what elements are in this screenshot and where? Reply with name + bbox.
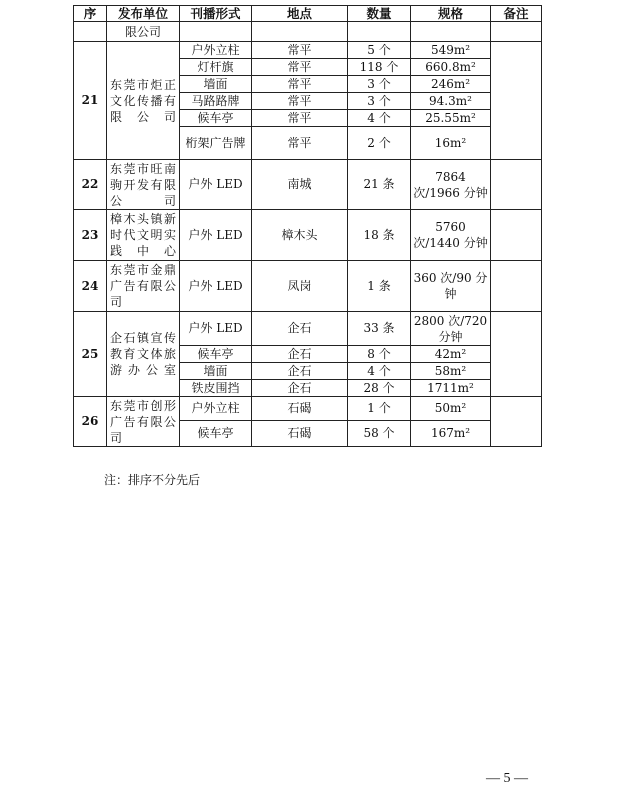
spec-cell: 5760 次/1440 分钟 [411, 210, 491, 261]
location-cell: 常平 [252, 127, 348, 160]
location-cell: 企石 [252, 363, 348, 380]
location-cell: 南城 [252, 160, 348, 210]
header-seq: 序 [74, 6, 107, 22]
publisher-cell: 东莞市旺南驹开发有限公司 [107, 160, 180, 210]
location-cell: 常平 [252, 42, 348, 59]
table-row [74, 261, 542, 312]
location-cell: 凤岗 [252, 261, 348, 312]
form-cell: 户外 LED [180, 261, 252, 312]
quantity-cell: 5 个 [348, 42, 411, 59]
quantity-cell: 3 个 [348, 93, 411, 110]
table-row [74, 42, 542, 59]
quantity-cell: 118 个 [348, 59, 411, 76]
form-cell: 户外立柱 [180, 42, 252, 59]
spec-cell: 42m² [411, 346, 491, 363]
footnote: 注：排序不分先后 [104, 473, 201, 487]
quantity-cell: 18 条 [348, 210, 411, 261]
quantity-cell: 2 个 [348, 127, 411, 160]
spec-cell: 94.3m² [411, 93, 491, 110]
publisher-cell: 樟木头镇新时代文明实践中心 [107, 210, 180, 261]
quantity-cell: 4 个 [348, 110, 411, 127]
remark-cell [491, 210, 542, 261]
ad-listing-table [73, 5, 542, 447]
header-form: 刊播形式 [180, 6, 252, 22]
spec-cell: 7864 次/1966 分钟 [411, 160, 491, 210]
remark-cell [491, 312, 542, 397]
publisher-cell: 东莞市创形广告有限公司 [107, 397, 180, 447]
location-cell: 石碣 [252, 421, 348, 447]
form-cell: 马路路牌 [180, 93, 252, 110]
header-publisher: 发布单位 [107, 6, 180, 22]
seq-cell: 22 [74, 160, 107, 210]
location-cell: 常平 [252, 93, 348, 110]
seq-cell: 24 [74, 261, 107, 312]
remark-cell [491, 261, 542, 312]
quantity-cell: 4 个 [348, 363, 411, 380]
location-cell: 企石 [252, 312, 348, 346]
publisher-cell: 限公司 [107, 22, 180, 42]
location-cell: 企石 [252, 346, 348, 363]
spec-cell: 1711m² [411, 380, 491, 397]
form-cell: 墙面 [180, 363, 252, 380]
quantity-cell: 3 个 [348, 76, 411, 93]
table-row [74, 22, 542, 42]
remark-cell [491, 42, 542, 160]
form-cell: 户外 LED [180, 210, 252, 261]
header-spec: 规格 [411, 6, 491, 22]
quantity-cell: 58 个 [348, 421, 411, 447]
spec-cell: 660.8m² [411, 59, 491, 76]
form-cell: 桁架广告牌 [180, 127, 252, 160]
spec-cell: 50m² [411, 397, 491, 421]
location-cell: 企石 [252, 380, 348, 397]
spec-cell: 2800 次/720 分钟 [411, 312, 491, 346]
form-cell: 户外 LED [180, 312, 252, 346]
quantity-cell: 1 条 [348, 261, 411, 312]
spec-cell: 58m² [411, 363, 491, 380]
seq-cell: 23 [74, 210, 107, 261]
form-cell: 灯杆旗 [180, 59, 252, 76]
location-cell: 常平 [252, 110, 348, 127]
form-cell: 墙面 [180, 76, 252, 93]
form-cell: 户外立柱 [180, 397, 252, 421]
spec-cell: 360 次/90 分钟 [411, 261, 491, 312]
spec-cell: 16m² [411, 127, 491, 160]
form-cell: 户外 LED [180, 160, 252, 210]
spec-cell: 167m² [411, 421, 491, 447]
quantity-cell: 21 条 [348, 160, 411, 210]
form-cell: 铁皮围挡 [180, 380, 252, 397]
quantity-cell: 1 个 [348, 397, 411, 421]
quantity-cell: 33 条 [348, 312, 411, 346]
location-cell: 常平 [252, 59, 348, 76]
form-cell: 候车亭 [180, 110, 252, 127]
remark-cell [491, 160, 542, 210]
table-row [74, 160, 542, 210]
location-cell: 常平 [252, 76, 348, 93]
spec-cell: 246m² [411, 76, 491, 93]
header-remark: 备注 [491, 6, 542, 22]
seq-cell: 25 [74, 312, 107, 397]
table-row [74, 210, 542, 261]
publisher-cell: 东莞市炬正文化传播有限公司 [107, 42, 180, 160]
publisher-cell: 东莞市金鼎广告有限公司 [107, 261, 180, 312]
spec-cell: 549m² [411, 42, 491, 59]
header-quantity: 数量 [348, 6, 411, 22]
table-row [74, 397, 542, 421]
page-number: — 5 — [486, 771, 528, 786]
quantity-cell: 28 个 [348, 380, 411, 397]
form-cell: 候车亭 [180, 346, 252, 363]
table-header-row [74, 6, 542, 22]
seq-cell: 21 [74, 42, 107, 160]
table-row [74, 312, 542, 346]
location-cell: 樟木头 [252, 210, 348, 261]
form-cell: 候车亭 [180, 421, 252, 447]
remark-cell [491, 397, 542, 447]
header-location: 地点 [252, 6, 348, 22]
quantity-cell: 8 个 [348, 346, 411, 363]
publisher-cell: 企石镇宣传教育文体旅游办公室 [107, 312, 180, 397]
seq-cell: 26 [74, 397, 107, 447]
spec-cell: 25.55m² [411, 110, 491, 127]
location-cell: 石碣 [252, 397, 348, 421]
